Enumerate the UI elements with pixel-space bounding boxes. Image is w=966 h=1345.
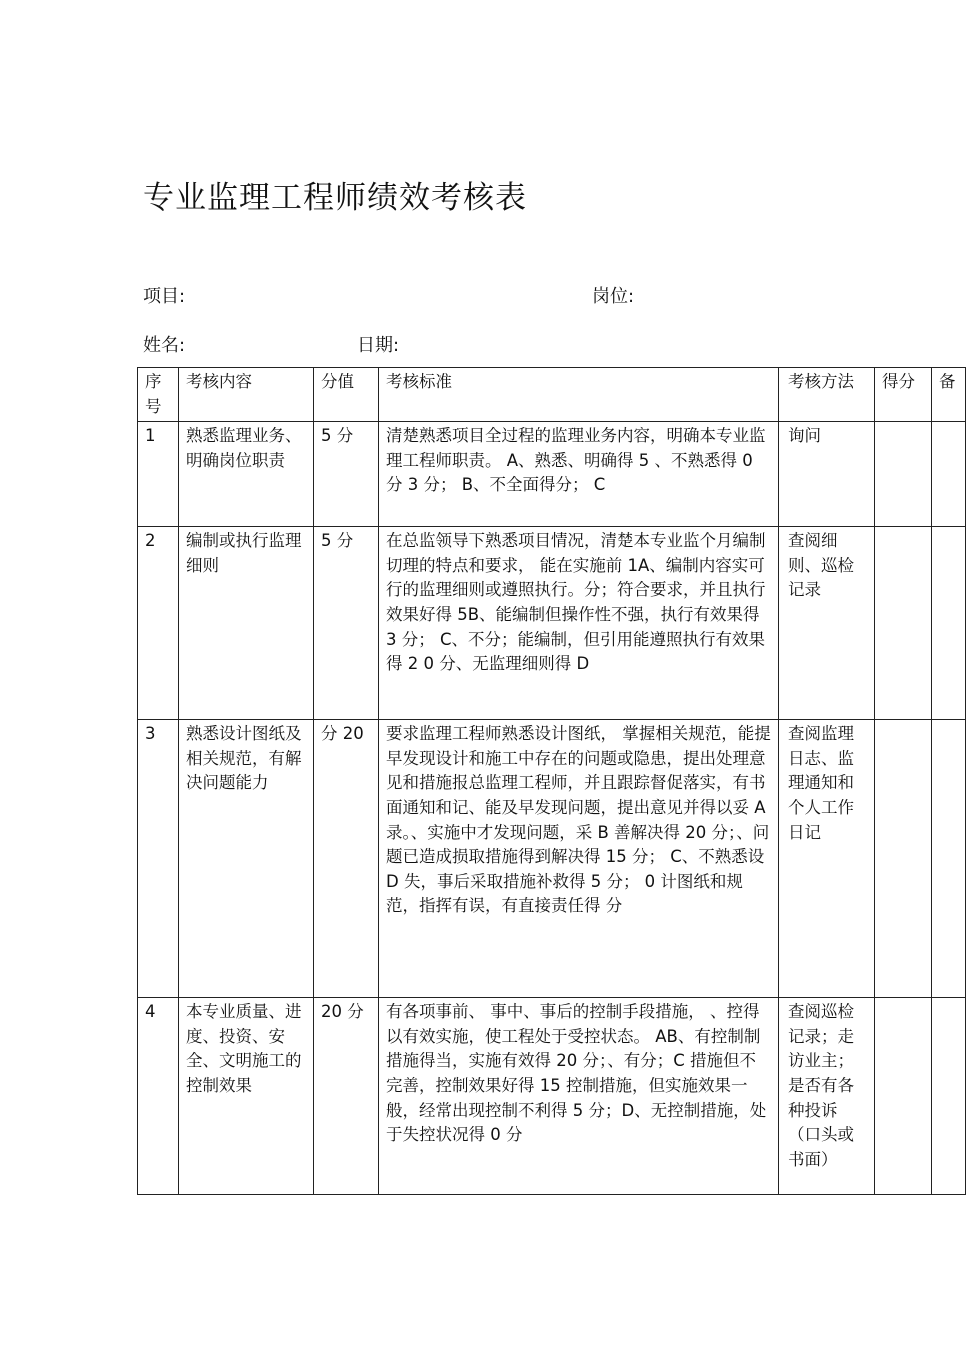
- cell-remark[interactable]: [932, 422, 966, 527]
- cell-no: 2: [138, 527, 179, 720]
- cell-method: 询问: [779, 422, 875, 527]
- name-label: 姓名:: [143, 335, 186, 356]
- table-row: [138, 422, 966, 527]
- cell-no: 1: [138, 422, 179, 527]
- cell-content: 编制或执行监理细则: [179, 527, 314, 720]
- cell-method: 查阅监理日志、监理通知和个人工作日记: [779, 720, 875, 998]
- cell-got[interactable]: [875, 720, 932, 998]
- table-header-row: [138, 368, 966, 422]
- header-no: 序号: [138, 368, 179, 422]
- cell-method: 查阅巡检记录；走访业主；是否有各种投诉（口头或书面）: [779, 998, 875, 1195]
- header-remark: 备: [932, 368, 966, 422]
- cell-got[interactable]: [875, 527, 932, 720]
- cell-remark[interactable]: [932, 998, 966, 1195]
- cell-no: 3: [138, 720, 179, 998]
- post-label: 岗位:: [592, 286, 635, 307]
- header-score: 分值: [314, 368, 379, 422]
- header-method: 考核方法: [779, 368, 875, 422]
- cell-score: 分 20: [314, 720, 379, 998]
- cell-score: 5 分: [314, 422, 379, 527]
- table-row: [138, 527, 966, 720]
- cell-got[interactable]: [875, 422, 932, 527]
- cell-got[interactable]: [875, 998, 932, 1195]
- cell-method: 查阅细则、巡检记录: [779, 527, 875, 720]
- cell-remark[interactable]: [932, 527, 966, 720]
- cell-content: 熟悉设计图纸及相关规范，有解决问题能力: [179, 720, 314, 998]
- cell-standard: 有各项事前、 事中、事后的控制手段措施， 、控得以有效实施，使工程处于受控状态。 AB、有控制制措施得当，实施有效得 20 分；、有分；C 措施但不完善，控制效果好得 15 控制措施，但实施效果一般，经常出现控制不利得 5 分；D、无控制措施，处于失控状况得 0 分: [379, 998, 779, 1195]
- cell-content: 熟悉监理业务、明确岗位职责: [179, 422, 314, 527]
- table-row: [138, 998, 966, 1195]
- date-label: 日期:: [357, 335, 400, 356]
- cell-content: 本专业质量、进度、投资、安全、文明施工的控制效果: [179, 998, 314, 1195]
- header-standard: 考核标准: [379, 368, 779, 422]
- assessment-table: [137, 367, 966, 1195]
- cell-score: 5 分: [314, 527, 379, 720]
- cell-standard: 清楚熟悉项目全过程的监理业务内容，明确本专业监理工程师职责。 A、熟悉、明确得 5 、不熟悉得 0 分 3 分； B、不全面得分； C: [379, 422, 779, 527]
- project-label: 项目:: [143, 286, 186, 307]
- header-got: 得分: [875, 368, 932, 422]
- cell-standard: 在总监领导下熟悉项目情况，清楚本专业监个月编制切理的特点和要求， 能在实施前 1A、编制内容实可行的监理细则或遵照执行。分；符合要求，并且执行效果好得 5B、能编制但操作性不强，执行有效果得 3 分； C、不分；能编制，但引用能遵照执行有效果得 2 0 分、无监理细则得 D: [379, 527, 779, 720]
- cell-remark[interactable]: [932, 720, 966, 998]
- page-title: 专业监理工程师绩效考核表: [143, 180, 527, 216]
- cell-score: 20 分: [314, 998, 379, 1195]
- cell-standard: 要求监理工程师熟悉设计图纸， 掌握相关规范，能提早发现设计和施工中存在的问题或隐患，提出处理意见和措施报总监理工程师，并且跟踪督促落实，有书面通知和记、能及早发现问题，提出意见并得以妥 A 录。、实施中才发现问题，采 B 善解决得 20 分；、问题已造成损取措施得到解决得 15 分； C、不熟悉设 D 失，事后采取措施补救得 5 分； 0 计图纸和规范，指挥有误，有直接责任得 分: [379, 720, 779, 998]
- table-row: [138, 720, 966, 998]
- cell-no: 4: [138, 998, 179, 1195]
- header-content: 考核内容: [179, 368, 314, 422]
